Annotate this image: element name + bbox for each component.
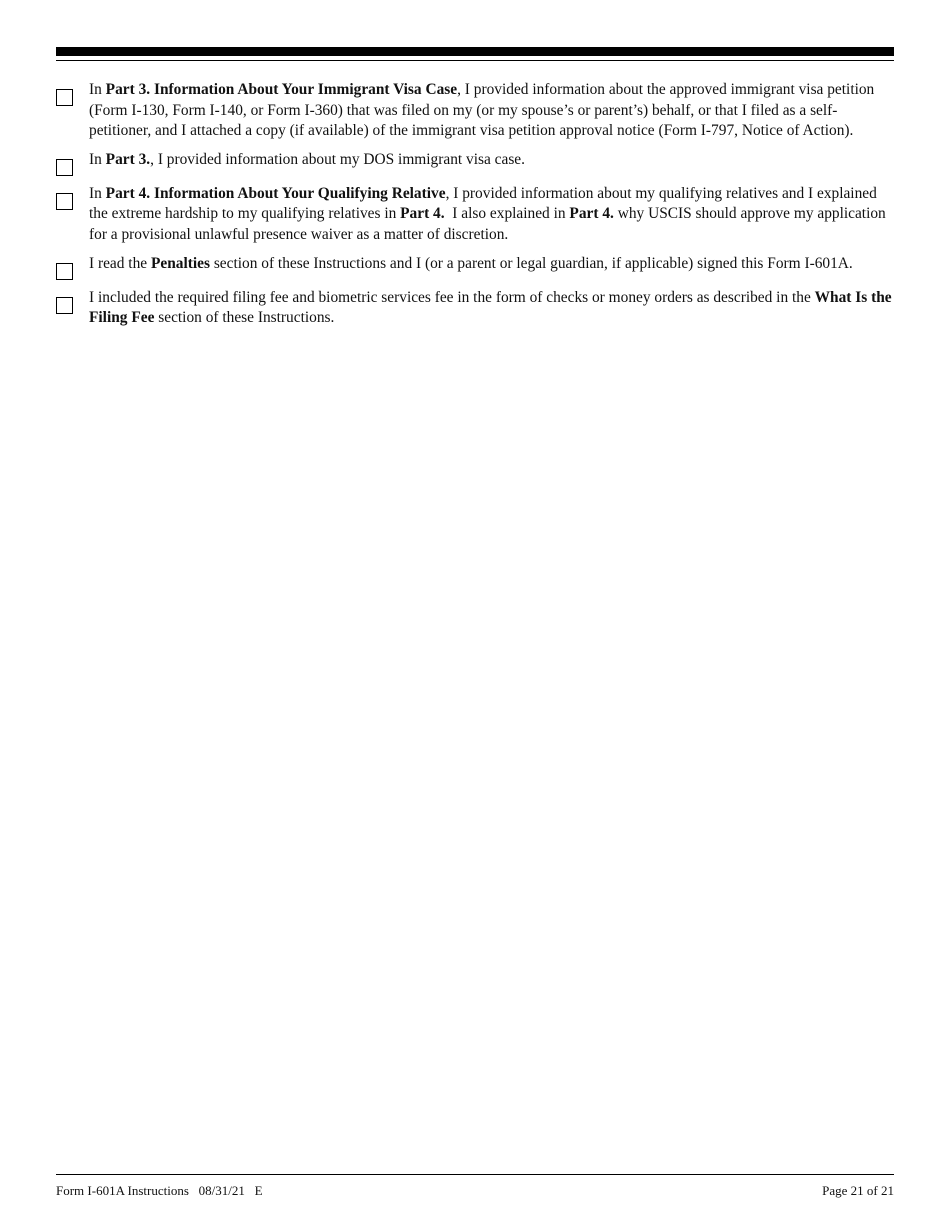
text-segment: section of these Instructions and I (or a parent or legal guardian, if applicable) signed this Form I-601A.: [209, 254, 853, 272]
checkbox[interactable]: [56, 89, 73, 106]
checklist-item-text: [89, 288, 894, 329]
text-segment-bold: Part 4. Information About Your Qualifying Relative: [105, 184, 446, 202]
checklist-item-text: [89, 184, 894, 246]
text-segment: In: [89, 81, 106, 98]
header-rule-thin: [56, 60, 894, 61]
checklist-item-filing-fee: [56, 288, 894, 329]
text-segment: In: [89, 150, 106, 168]
checklist-item-part3-visa-petition: [56, 80, 894, 142]
footer-rule: [56, 1174, 894, 1175]
checkbox[interactable]: [56, 297, 73, 314]
text-segment: I included the required filing fee and biometric services fee in the form of checks or money orders as described in the: [89, 288, 815, 306]
text-segment: In: [89, 184, 106, 202]
footer-form-info: Form I-601A Instructions 08/31/21 E: [56, 1183, 263, 1198]
checklist-item-part4-qualifying-relative: [56, 184, 894, 246]
checklist-item-text: [89, 80, 894, 142]
footer-page-number: Page 21 of 21: [822, 1183, 894, 1198]
text-segment-bold: Part 4.: [569, 205, 614, 223]
text-segment-bold: Penalties: [150, 254, 210, 272]
checklist-item-text: [89, 254, 894, 275]
checkbox[interactable]: [56, 263, 73, 280]
checkbox[interactable]: [56, 159, 73, 176]
text-segment-bold: What Is the Filing Fee: [89, 288, 892, 327]
header-rule-thick: [56, 47, 894, 56]
text-segment: I read the: [89, 254, 151, 272]
text-segment: why USCIS should approve my application for a provisional unlawful presence waiver as a matter of discretion.: [89, 205, 886, 243]
checklist-item-text: [89, 150, 894, 171]
text-segment-bold: Part 4.: [400, 205, 445, 223]
text-segment: section of these Instructions.: [154, 309, 335, 327]
text-segment-bold: Part 3.: [105, 150, 151, 168]
text-segment: , I provided information about the approved immigrant visa petition (Form I-130, Form I-140, or Form I-360) that was filed on my (or my spouse’s or parent’s) behalf, or that I filed as a self-petitioner, and I attached a copy (if available) of the immigrant visa petition approval notice (Form I-797, Notice of Action).: [89, 81, 875, 140]
checklist-item-penalties: [56, 254, 894, 280]
checklist: [56, 80, 894, 337]
text-segment-bold: Part 3. Information About Your Immigrant Visa Case: [105, 81, 458, 98]
text-segment: I also explained in: [444, 205, 570, 223]
checkbox[interactable]: [56, 193, 73, 210]
text-segment: , I provided information about my DOS immigrant visa case.: [150, 150, 525, 168]
text-segment: , I provided information about my qualifying relatives and I explained the extreme hardship to my qualifying relatives in: [89, 184, 877, 223]
checklist-item-part3-dos-case: [56, 150, 894, 176]
